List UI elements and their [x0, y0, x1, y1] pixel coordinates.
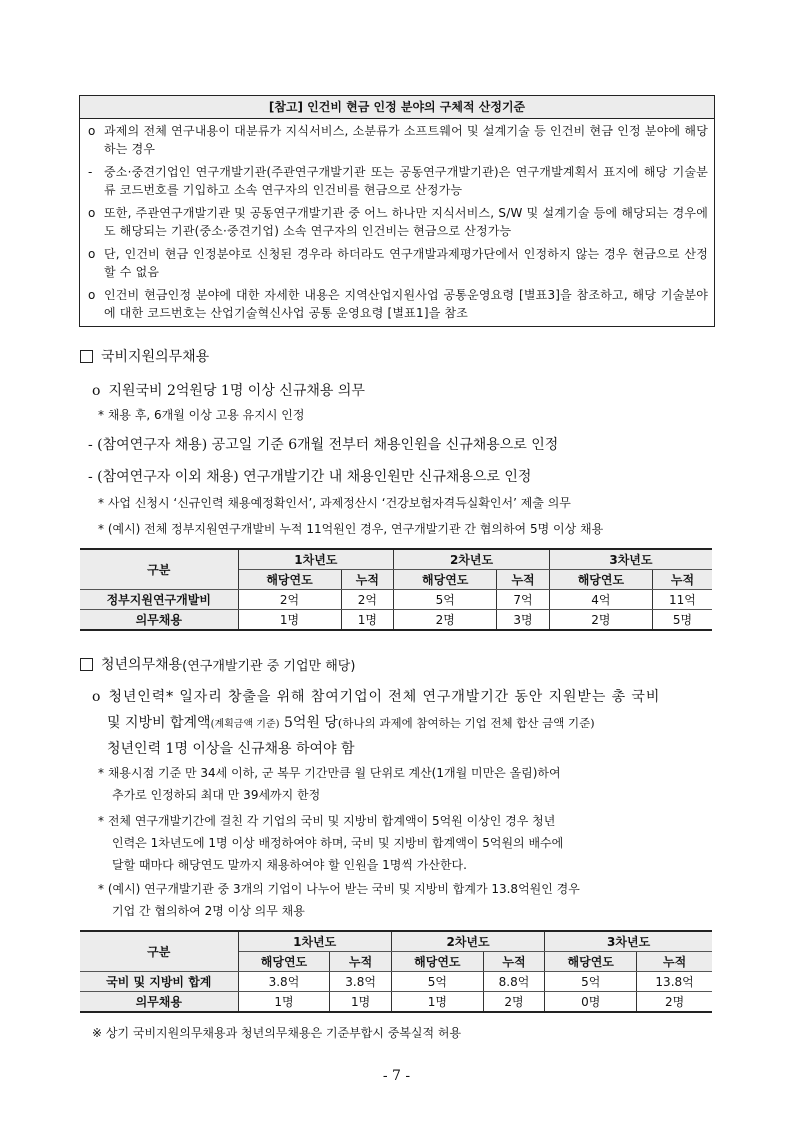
table-subheader: 누적: [497, 570, 550, 590]
table-cell: 1명: [341, 610, 394, 631]
table-cell: 2명: [483, 992, 544, 1013]
table-cell: 1명: [238, 610, 341, 631]
table-cell: 4억: [549, 590, 652, 610]
table-cell: 2명: [394, 610, 497, 631]
table-header-year: 2차년도: [394, 549, 550, 570]
reference-item: [86, 163, 708, 199]
section-title-note: (연구개발기관 중 기업만 해당): [182, 658, 356, 674]
table-header-category: 구분: [80, 931, 238, 972]
row-label: 국비 및 지방비 합계: [80, 972, 238, 992]
table-cell: 2명: [549, 610, 652, 631]
table-cell: 5억: [545, 972, 637, 992]
section1-note-3: * (예시) 전체 정부지원연구개발비 누적 11억원인 경우, 연구개발기관 간 협의하여 5명 이상 채용: [98, 522, 604, 536]
section2-main-text: 청년인력* 일자리 창출을 위해 참여기업이 전체 연구개발기간 동안 지원받는 총 국비: [108, 689, 661, 705]
row-label: 정부지원연구개발비: [80, 590, 238, 610]
table-subheader: 누적: [637, 952, 712, 972]
text-fragment-small: (하나의 과제에 참여하는 기업 전체 합산 금액 기준): [337, 716, 595, 730]
table-cell: 8.8억: [483, 972, 544, 992]
reference-item: [86, 122, 708, 158]
reference-item: [86, 245, 708, 281]
section2-main-line-1: [92, 686, 660, 706]
table-subheader: 해당연도: [238, 570, 341, 590]
table-cell: 13.8억: [637, 972, 712, 992]
youth-hiring-table: [80, 930, 712, 1013]
section2-note-1-line-1: * 채용시점 기준 만 34세 이하, 군 복무 기간만큼 월 단위로 계산(1개월 미만은 올림)하여: [98, 766, 561, 780]
table-cell: 5명: [652, 610, 712, 631]
footnote: ※ 상기 국비지원의무채용과 청년의무채용은 기준부합시 중복실적 허용: [92, 1026, 462, 1040]
section-title-text: 국비지원의무채용: [101, 349, 210, 365]
section1-note-1: * 채용 후, 6개월 이상 고용 유지시 인정: [98, 408, 305, 422]
section2-main-line-3: 청년인력 1명 이상을 신규채용 하여야 함: [107, 741, 355, 757]
table-cell: 3.8억: [238, 972, 330, 992]
table-row: [80, 590, 712, 610]
table-subheader: 해당연도: [545, 952, 637, 972]
checkbox-square-icon: [80, 658, 93, 671]
table-cell: 2억: [341, 590, 394, 610]
table-cell: 5억: [391, 972, 483, 992]
row-label: 의무채용: [80, 610, 238, 631]
table-header-year: 1차년도: [238, 931, 391, 952]
bullet-marker: o: [88, 247, 96, 261]
text-fragment: 5억원 당: [279, 715, 338, 731]
table-cell: 3명: [497, 610, 550, 631]
section2-note-2-line-3: 달할 때마다 해당연도 말까지 채용하여야 할 인원을 1명씩 가산한다.: [112, 858, 467, 872]
section2-note-3-line-1: * (예시) 연구개발기관 중 3개의 기업이 나누어 받는 국비 및 지방비 합계가 13.8억원인 경우: [98, 882, 580, 896]
table-subheader: 해당연도: [391, 952, 483, 972]
table-subheader: 누적: [341, 570, 394, 590]
table-header-year: 3차년도: [549, 549, 712, 570]
reference-item: [86, 286, 708, 322]
section-title-text: 청년의무채용: [101, 657, 183, 673]
section-title-youth-hiring: [80, 654, 355, 674]
table-row: [80, 972, 712, 992]
section2-note-2-line-2: 인력은 1차년도에 1명 이상 배정하여야 하며, 국비 및 지방비 합계액이 5억원의 배수에: [112, 836, 564, 850]
table-cell: 1명: [238, 992, 330, 1013]
section2-note-2-line-1: * 전체 연구개발기간에 걸친 각 기업의 국비 및 지방비 합계액이 5억원 이상인 경우 청년: [98, 814, 556, 828]
bullet-marker: o: [92, 689, 101, 705]
reference-item-text: 또한, 주관연구개발기관 및 공동연구개발기관 중 어느 하나만 지식서비스, S/W 및 설계기술 등에 해당되는 경우에도 해당되는 기관(중소·중견기업) 소속 연구자의 인건비는 현금으로 산정가능: [104, 206, 708, 238]
section1-note-2: * 사업 신청시 ‘신규인력 채용예정확인서’, 과제정산시 ‘건강보험자격득실확인서’ 제출 의무: [98, 496, 571, 510]
section1-dash-1: - (참여연구자 채용) 공고일 기준 6개월 전부터 채용인원을 신규채용으로 인정: [88, 437, 559, 453]
table-cell: 0명: [545, 992, 637, 1013]
table-header-category: 구분: [80, 549, 238, 590]
section2-note-3-line-2: 기업 간 협의하여 2명 이상 의무 채용: [112, 904, 305, 918]
table-subheader: 해당연도: [394, 570, 497, 590]
table-subheader: 누적: [483, 952, 544, 972]
text-fragment-small: (계획금액 기준): [210, 719, 280, 730]
page-number: - 7 -: [382, 1068, 411, 1084]
table-cell: 2억: [238, 590, 341, 610]
checkbox-square-icon: [80, 350, 93, 363]
table-cell: 7억: [497, 590, 550, 610]
table-subheader: 누적: [652, 570, 712, 590]
bullet-marker: o: [88, 124, 96, 138]
table-row: [80, 992, 712, 1013]
reference-item-text: 단, 인건비 현금 인정분야로 신청된 경우라 하더라도 연구개발과제평가단에서 인정하지 않는 경우 현금으로 산정할 수 없음: [104, 247, 708, 279]
reference-box: [79, 95, 715, 327]
reference-item-text: 중소·중견기업인 연구개발기관(주관연구개발기관 또는 공동연구개발기관)은 연구개발계획서 표지에 해당 기술분류 코드번호를 기입하고 소속 연구자의 인건비를 현금으로 산정가능: [104, 165, 708, 197]
table-row: [80, 610, 712, 631]
bullet-marker: o: [88, 206, 96, 220]
reference-item-text: 과제의 전체 연구내용이 대분류가 지식서비스, 소분류가 소프트웨어 및 설계기술 등 인건비 현금 인정 분야에 해당하는 경우: [104, 124, 708, 156]
reference-box-title: [참고] 인건비 현금 인정 분야의 구체적 산정기준: [80, 96, 714, 119]
table-cell: 1명: [330, 992, 391, 1013]
table-cell: 1명: [391, 992, 483, 1013]
table-cell: 11억: [652, 590, 712, 610]
section1-dash-2: - (참여연구자 이외 채용) 연구개발기간 내 채용인원만 신규채용으로 인정: [88, 469, 532, 485]
table-subheader: 해당연도: [238, 952, 330, 972]
bullet-marker: o: [92, 383, 101, 399]
text-fragment: 및 지방비 합계액: [107, 715, 211, 731]
table-header-year: 3차년도: [545, 931, 712, 952]
table-header-year: 2차년도: [391, 931, 544, 952]
section2-note-1-line-2: 추가로 인정하되 최대 만 39세까지 한정: [112, 788, 321, 802]
dash-marker: -: [88, 165, 93, 179]
table-subheader: 해당연도: [549, 570, 652, 590]
table-subheader: 누적: [330, 952, 391, 972]
table-header-year: 1차년도: [238, 549, 394, 570]
section1-main-item: [92, 380, 365, 400]
table-cell: 3.8억: [330, 972, 391, 992]
section-title-national-hiring: [80, 346, 209, 366]
row-label: 의무채용: [80, 992, 238, 1013]
national-hiring-table: [80, 548, 712, 631]
reference-item-text: 인건비 현금인정 분야에 대한 자세한 내용은 지역산업지원사업 공통운영요령 [별표3]을 참조하고, 해당 기술분야에 대한 코드번호는 산업기술혁신사업 공통 운영요령 [별표1]을 참조: [104, 288, 708, 320]
table-cell: 2명: [637, 992, 712, 1013]
section2-main-line-2: [107, 712, 595, 732]
table-cell: 5억: [394, 590, 497, 610]
section1-main-text: 지원국비 2억원당 1명 이상 신규채용 의무: [108, 383, 365, 399]
bullet-marker: o: [88, 288, 96, 302]
reference-item: [86, 204, 708, 240]
